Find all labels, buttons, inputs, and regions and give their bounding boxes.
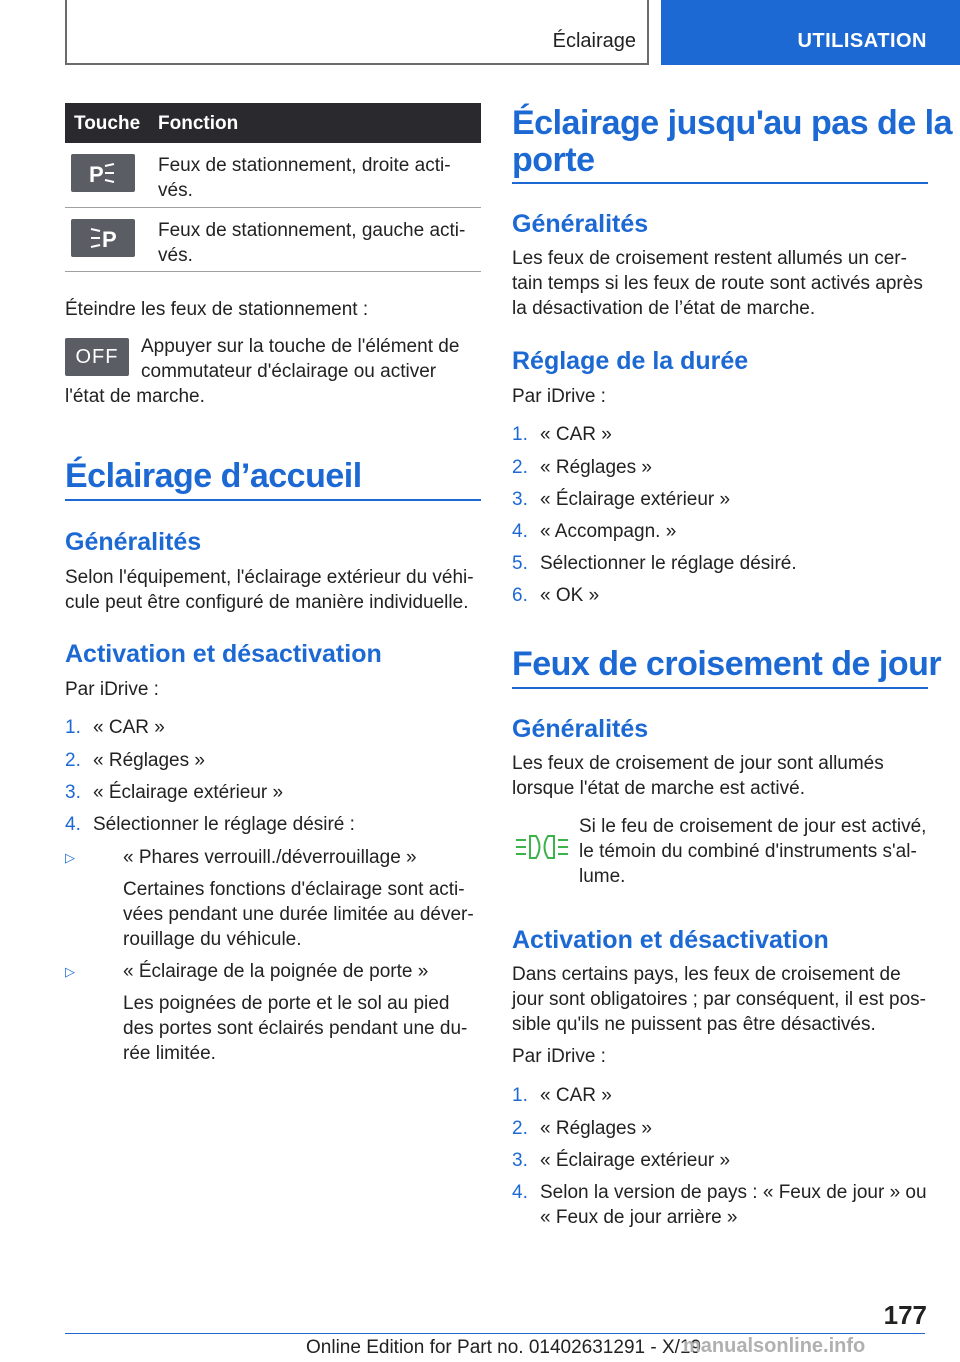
general-text-line: la désactivation de l’état de marche. <box>512 298 816 319</box>
bullet-text-line: Les poignées de porte et le sol au pied <box>123 993 450 1014</box>
drl-text-line: lume. <box>579 866 626 887</box>
triangle-bullet-icon: ▷ <box>65 964 75 979</box>
header-section-title: Éclairage <box>552 30 636 52</box>
activation-text-line: sible qu'ils ne puissent pas être désactivés. <box>512 1014 876 1035</box>
bullet-text-line: Certaines fonctions d'éclairage sont acti- <box>123 879 465 900</box>
bullet-text-line: des portes sont éclairés pendant une du- <box>123 1018 468 1039</box>
table-cell-function: Feux de stationnement, droite acti- vés. <box>158 155 451 201</box>
bullet-text-line: rée limitée. <box>123 1043 216 1064</box>
svg-text:P: P <box>102 227 117 252</box>
idrive-intro: Par iDrive : <box>65 679 159 700</box>
general-text-line: lorsque l'état de marche est activé. <box>512 778 805 799</box>
table-header-key: Touche <box>74 113 141 134</box>
off-text-line: commutateur d'éclairage ou activer <box>141 361 437 382</box>
section-rule <box>512 687 928 689</box>
section-rule <box>512 182 928 184</box>
triangle-bullet-icon: ▷ <box>65 850 75 865</box>
general-text-line: tain temps si les feux de route sont activés après <box>512 273 923 294</box>
table-cell-function: Feux de stationnement, gauche acti- vés. <box>158 220 466 266</box>
subsection-title-activation: Activation et désactivation <box>65 640 382 668</box>
svg-text:P: P <box>89 162 104 187</box>
off-text-line: Appuyer sur la touche de l'élément de <box>141 336 460 357</box>
bullet-text-line: rouillage du véhicule. <box>123 929 302 950</box>
section-rule <box>65 499 481 501</box>
section-title-daytime-running-lights: Feux de croisement de jour <box>512 645 942 683</box>
table-row <box>65 208 481 272</box>
subsection-title-duration: Réglage de la durée <box>512 347 749 375</box>
subsection-title-general: Généralités <box>512 715 649 743</box>
daytime-running-light-indicator-icon <box>512 832 572 862</box>
subsection-title-activation: Activation et désactivation <box>512 926 829 954</box>
activation-text-line: jour sont obligatoires ; par conséquent, il est pos- <box>512 989 927 1010</box>
activation-text-line: Dans certains pays, les feux de croisement de <box>512 964 901 985</box>
section-title-welcome-light: Éclairage d’accueil <box>65 457 362 495</box>
table-header-function: Fonction <box>158 113 239 134</box>
footer-watermark: manualsonline.info <box>683 1335 866 1357</box>
header-chapter-label: UTILISATION <box>797 30 927 52</box>
bullet-text-line: vées pendant une durée limitée au déver- <box>123 904 474 925</box>
parking-light-left-icon <box>71 219 135 257</box>
off-intro: Éteindre les feux de stationnement : <box>65 299 369 320</box>
idrive-intro: Par iDrive : <box>512 386 606 407</box>
drl-text-line: Si le feu de croisement de jour est activé, <box>579 816 927 837</box>
idrive-intro: Par iDrive : <box>512 1046 606 1067</box>
off-button-icon: OFF <box>65 338 129 376</box>
table-row <box>65 143 481 208</box>
general-text-line: cule peut être configuré de manière individuelle. <box>65 592 469 613</box>
general-text-line: Les feux de croisement restent allumés un cer- <box>512 248 907 269</box>
footer-rule <box>65 1333 925 1334</box>
table-header <box>65 103 481 143</box>
general-text-line: Selon l'équipement, l'éclairage extérieur du véhi- <box>65 567 474 588</box>
section-title-doorstep-light: Éclairage jusqu'au pas de la <box>512 104 953 142</box>
page-number: 177 <box>883 1300 927 1330</box>
section-title-doorstep-light-cont: porte <box>512 141 595 179</box>
general-text-line: Les feux de croisement de jour sont allumés <box>512 753 884 774</box>
parking-light-right-icon <box>71 154 135 192</box>
footer-edition: Online Edition for Part no. 01402631291 - X/19 <box>306 1337 702 1358</box>
list-item-continuation: « Feux de jour arrière » <box>540 1207 738 1228</box>
drl-text-line: le témoin du combiné d'instruments s'al- <box>579 841 917 862</box>
off-text-line: l'état de marche. <box>65 386 205 407</box>
subsection-title-general: Généralités <box>65 528 202 556</box>
header-chapter-tab <box>661 0 960 65</box>
subsection-title-general: Généralités <box>512 210 649 238</box>
